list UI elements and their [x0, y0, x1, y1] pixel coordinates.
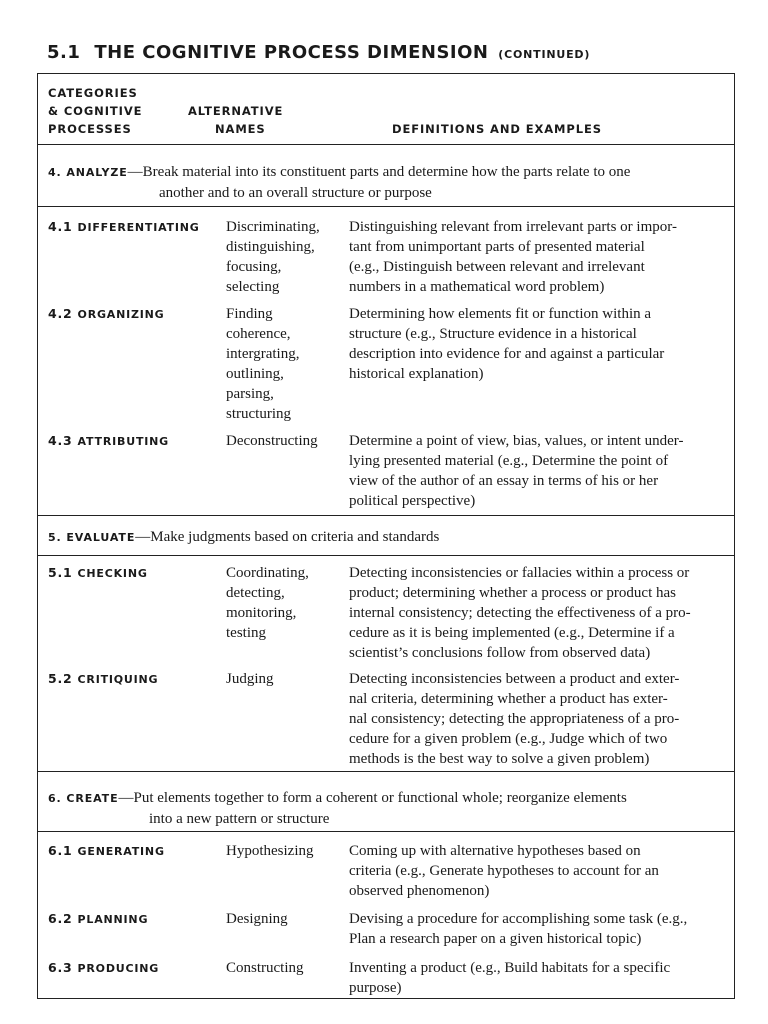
alt-names-checking: Coordinating, detecting, monitoring, testing — [226, 565, 309, 641]
category-divider — [38, 206, 734, 207]
page-title — [47, 42, 590, 63]
alt-names-generating: Hypothesizing — [226, 843, 314, 859]
process-generating: 6.1 GENERATING — [48, 843, 165, 858]
definition-producing: Inventing a product (e.g., Build habitats for a specific purpose) — [349, 960, 671, 996]
header-col-alternative-names: ALTERNATIVE NAMES — [188, 104, 284, 136]
cognitive-process-table — [37, 73, 735, 999]
category-analyze: 4. ANALYZE—Break material into its constituent parts and determine how the parts relate to one another and to an overall structure or purpose — [48, 164, 631, 201]
category-divider — [38, 831, 734, 832]
process-critiquing: 5.2 CRITIQUING — [48, 671, 159, 686]
process-checking: 5.1 CHECKING — [48, 565, 148, 580]
category-divider — [38, 771, 734, 772]
header-divider — [38, 144, 734, 145]
category-create: 6. CREATE—Put elements together to form a coherent or functional whole; reorganize elements into a new pattern or structure — [48, 790, 627, 827]
category-evaluate: 5. EVALUATE—Make judgments based on criteria and standards — [48, 529, 440, 545]
process-organizing: 4.2 ORGANIZING — [48, 306, 165, 321]
process-differentiating: 4.1 DIFFERENTIATING — [48, 219, 200, 234]
definition-differentiating: Distinguishing relevant from irrelevant parts or impor- tant from unimportant parts of presented material (e.g., Distinguish between relevant and irrelevant numbers in a mathematical word problem) — [349, 219, 677, 295]
definition-planning: Devising a procedure for accomplishing some task (e.g., Plan a research paper on a given historical topic) — [349, 911, 688, 947]
alt-names-organizing: Finding coherence, intergrating, outlining, parsing, structuring — [226, 306, 300, 422]
alt-names-critiquing: Judging — [226, 671, 274, 687]
category-divider — [38, 555, 734, 556]
definition-checking: Detecting inconsistencies or fallacies within a process or product; determining whether a process or product has internal consistency; detecting the effectiveness of a pro- cedure as it is being implemented (e.g., Determine if a scientist’s conclusions follow from observed data) — [349, 565, 691, 661]
definition-attributing: Determine a point of view, bias, values, or intent under- lying presented material (e.g., Determine the point of view of the author of an essay in terms of his or her political perspective) — [349, 433, 684, 509]
definition-critiquing: Detecting inconsistencies between a product and exter- nal criteria, determining whether a product has exter- nal consistency; detecting the appropriateness of a pro- cedure for a given problem (e.g., Judge which of two methods is the best way to solve a given problem) — [349, 671, 680, 767]
alt-names-producing: Constructing — [226, 960, 304, 976]
alt-names-planning: Designing — [226, 911, 288, 927]
header-col-definitions: DEFINITIONS AND EXAMPLES — [392, 122, 602, 136]
header-col-categories: CATEGORIES & COGNITIVE PROCESSES — [48, 86, 143, 136]
alt-names-attributing: Deconstructing — [226, 433, 318, 449]
table-title: THE COGNITIVE PROCESS DIMENSION — [94, 42, 489, 63]
process-planning: 6.2 PLANNING — [48, 911, 149, 926]
alt-names-differentiating: Discriminating, distinguishing, focusing, selecting — [226, 219, 320, 295]
process-attributing: 4.3 ATTRIBUTING — [48, 433, 169, 448]
continued-label: (CONTINUED) — [498, 48, 591, 61]
table-number: 5.1 — [47, 42, 81, 63]
process-producing: 6.3 PRODUCING — [48, 960, 160, 975]
definition-organizing: Determining how elements fit or function within a structure (e.g., Structure evidence in a historical description into evidence for and against a particular historical explanation) — [349, 306, 665, 382]
category-divider — [38, 515, 734, 516]
definition-generating: Coming up with alternative hypotheses based on criteria (e.g., Generate hypotheses to account for an observed phenomenon) — [349, 843, 659, 899]
